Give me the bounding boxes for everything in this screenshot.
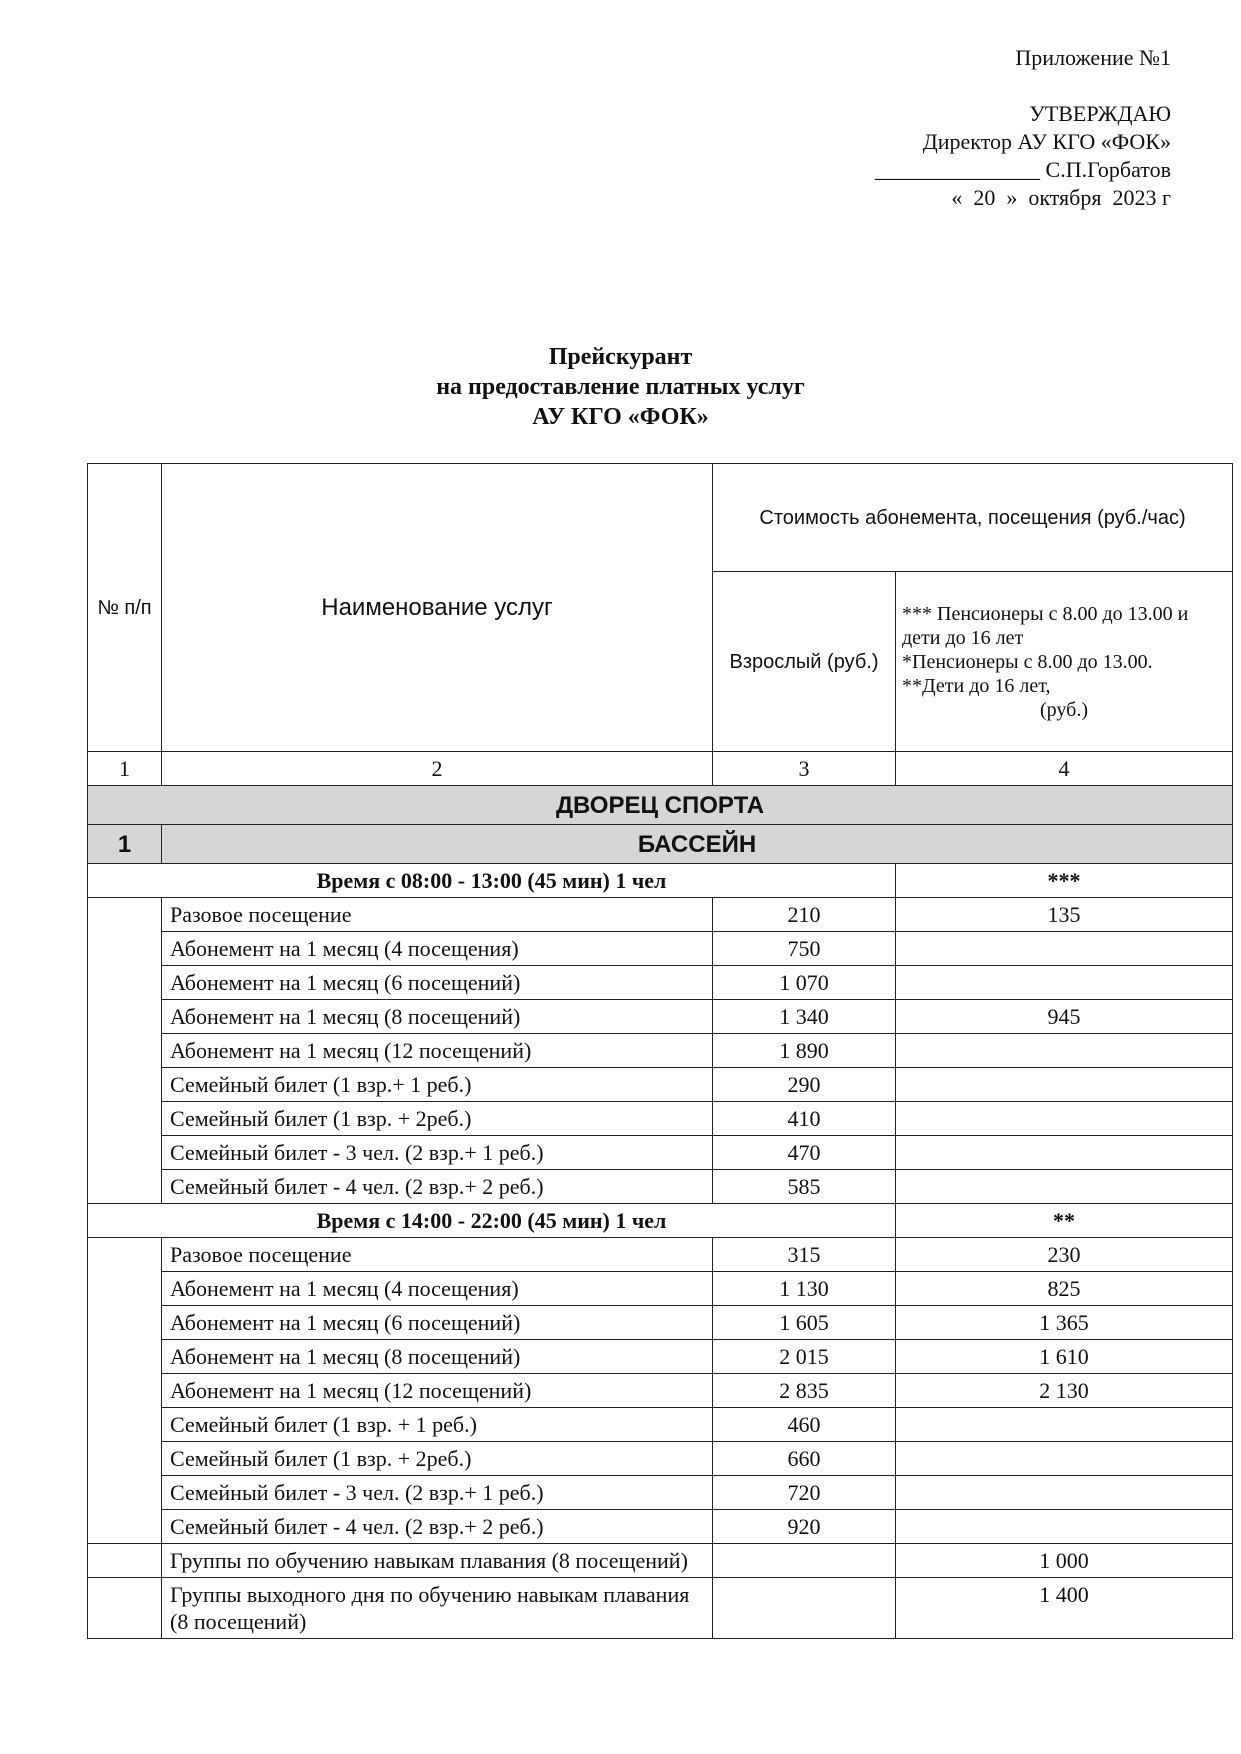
adult-price xyxy=(713,1544,896,1578)
evening-rows xyxy=(88,1238,1233,1544)
col-num-header: № п/п xyxy=(88,464,162,752)
adult-price: 920 xyxy=(713,1510,896,1544)
service-name: Семейный билет - 3 чел. (2 взр.+ 1 реб.) xyxy=(162,1136,713,1170)
row-number-cell xyxy=(88,898,162,1204)
adult-price: 585 xyxy=(713,1170,896,1204)
service-name: Семейный билет (1 взр.+ 1 реб.) xyxy=(162,1068,713,1102)
table-row xyxy=(88,1136,1233,1170)
subsection-heading: БАССЕЙН xyxy=(162,825,1233,864)
benefit-price xyxy=(896,932,1233,966)
service-name: Абонемент на 1 месяц (12 посещений) xyxy=(162,1374,713,1408)
service-name: Абонемент на 1 месяц (4 посещения) xyxy=(162,932,713,966)
price-table xyxy=(87,463,1233,1639)
benefit-price xyxy=(896,1170,1233,1204)
service-name: Группы выходного дня по обучению навыкам плавания (8 посещений) xyxy=(162,1578,713,1639)
row-number-cell xyxy=(88,1238,162,1544)
adult-price: 210 xyxy=(713,898,896,932)
benefit-line: **Дети до 16 лет, xyxy=(902,674,1051,697)
row-number-cell xyxy=(88,1544,162,1578)
time-slot-label: Время с 08:00 - 13:00 (45 мин) 1 чел xyxy=(88,864,896,898)
service-name: Абонемент на 1 месяц (6 посещений) xyxy=(162,1306,713,1340)
service-name: Семейный билет - 3 чел. (2 взр.+ 1 реб.) xyxy=(162,1476,713,1510)
service-name: Семейный билет - 4 чел. (2 взр.+ 2 реб.) xyxy=(162,1510,713,1544)
benefit-price xyxy=(896,1510,1233,1544)
table-row xyxy=(88,1170,1233,1204)
benefit-price xyxy=(896,1442,1233,1476)
table-row xyxy=(88,1510,1233,1544)
adult-price: 315 xyxy=(713,1238,896,1272)
col-benefit-header xyxy=(896,572,1233,752)
adult-price: 750 xyxy=(713,932,896,966)
col-index: 4 xyxy=(896,752,1233,786)
table-row xyxy=(88,1238,1233,1272)
benefit-line: *** Пенсионеры с 8.00 до 13.00 и дети до 16 лет xyxy=(902,602,1189,649)
adult-price: 470 xyxy=(713,1136,896,1170)
service-name: Семейный билет - 4 чел. (2 взр.+ 2 реб.) xyxy=(162,1170,713,1204)
benefit-price xyxy=(896,1034,1233,1068)
col-cost-header: Стоимость абонемента, посещения (руб./час) xyxy=(713,464,1233,572)
table-row xyxy=(88,1340,1233,1374)
adult-price: 1 070 xyxy=(713,966,896,1000)
col-index: 2 xyxy=(162,752,713,786)
morning-rows xyxy=(88,898,1233,1204)
benefit-price: 825 xyxy=(896,1272,1233,1306)
adult-price: 1 890 xyxy=(713,1034,896,1068)
time-slot-label: Время с 14:00 - 22:00 (45 мин) 1 чел xyxy=(88,1204,896,1238)
col-adult-header: Взрослый (руб.) xyxy=(713,572,896,752)
service-name: Абонемент на 1 месяц (12 посещений) xyxy=(162,1034,713,1068)
title-line: АУ КГО «ФОК» xyxy=(532,404,709,430)
benefit-price xyxy=(896,1068,1233,1102)
benefit-price xyxy=(896,966,1233,1000)
table-row xyxy=(88,1102,1233,1136)
adult-price: 720 xyxy=(713,1476,896,1510)
table-row xyxy=(88,1442,1233,1476)
service-name: Семейный билет (1 взр. + 1 реб.) xyxy=(162,1408,713,1442)
benefit-price: 135 xyxy=(896,898,1233,932)
time-slot-mark: *** xyxy=(896,864,1233,898)
table-row xyxy=(88,1000,1233,1034)
annex-label: Приложение №1 xyxy=(1015,45,1171,70)
adult-price: 1 130 xyxy=(713,1272,896,1306)
approve-line: _______________ С.П.Горбатов xyxy=(875,157,1171,182)
col-index: 1 xyxy=(88,752,162,786)
section-heading: ДВОРЕЦ СПОРТА xyxy=(88,786,1233,825)
title-line: на предоставление платных услуг xyxy=(436,374,805,400)
service-name: Абонемент на 1 месяц (4 посещения) xyxy=(162,1272,713,1306)
benefit-price: 1 400 xyxy=(896,1578,1233,1639)
benefit-price: 1 365 xyxy=(896,1306,1233,1340)
adult-price: 460 xyxy=(713,1408,896,1442)
benefit-price xyxy=(896,1476,1233,1510)
approval-block xyxy=(875,100,1171,212)
adult-price: 2 015 xyxy=(713,1340,896,1374)
benefit-price xyxy=(896,1408,1233,1442)
adult-price: 2 835 xyxy=(713,1374,896,1408)
table-row xyxy=(88,966,1233,1000)
col-name-header: Наименование услуг xyxy=(162,464,713,752)
table-row xyxy=(88,1272,1233,1306)
document-title xyxy=(0,342,1241,432)
benefit-price xyxy=(896,1102,1233,1136)
service-name: Абонемент на 1 месяц (8 посещений) xyxy=(162,1340,713,1374)
table-row xyxy=(88,1544,1233,1578)
benefit-line: *Пенсионеры с 8.00 до 13.00. xyxy=(902,650,1153,673)
group-rows xyxy=(88,1544,1233,1639)
benefit-price xyxy=(896,1136,1233,1170)
adult-price: 410 xyxy=(713,1102,896,1136)
table-row xyxy=(88,1068,1233,1102)
benefit-price: 230 xyxy=(896,1238,1233,1272)
approve-line: « 20 » октября 2023 г xyxy=(951,185,1171,210)
table-row xyxy=(88,1374,1233,1408)
table-row xyxy=(88,1306,1233,1340)
service-name: Разовое посещение xyxy=(162,898,713,932)
adult-price: 1 605 xyxy=(713,1306,896,1340)
table-row xyxy=(88,1408,1233,1442)
adult-price: 1 340 xyxy=(713,1000,896,1034)
service-name: Абонемент на 1 месяц (6 посещений) xyxy=(162,966,713,1000)
subsection-number: 1 xyxy=(88,825,162,864)
table-row xyxy=(88,1476,1233,1510)
service-name: Семейный билет (1 взр. + 2реб.) xyxy=(162,1102,713,1136)
benefit-price: 1 610 xyxy=(896,1340,1233,1374)
service-name: Разовое посещение xyxy=(162,1238,713,1272)
time-slot-mark: ** xyxy=(896,1204,1233,1238)
col-index: 3 xyxy=(713,752,896,786)
benefit-line: (руб.) xyxy=(1040,698,1088,721)
benefit-price: 2 130 xyxy=(896,1374,1233,1408)
title-line: Прейскурант xyxy=(548,344,693,370)
table-row xyxy=(88,1034,1233,1068)
service-name: Абонемент на 1 месяц (8 посещений) xyxy=(162,1000,713,1034)
row-number-cell xyxy=(88,1578,162,1639)
adult-price: 290 xyxy=(713,1068,896,1102)
table-row xyxy=(88,932,1233,966)
service-name: Группы по обучению навыкам плавания (8 посещений) xyxy=(162,1544,713,1578)
benefit-price: 1 000 xyxy=(896,1544,1233,1578)
table-row xyxy=(88,898,1233,932)
adult-price: 660 xyxy=(713,1442,896,1476)
adult-price xyxy=(713,1578,896,1639)
benefit-price: 945 xyxy=(896,1000,1233,1034)
service-name: Семейный билет (1 взр. + 2реб.) xyxy=(162,1442,713,1476)
approve-line: УТВЕРЖДАЮ xyxy=(1029,101,1171,126)
table-row xyxy=(88,1578,1233,1639)
approve-line: Директор АУ КГО «ФОК» xyxy=(922,129,1171,154)
